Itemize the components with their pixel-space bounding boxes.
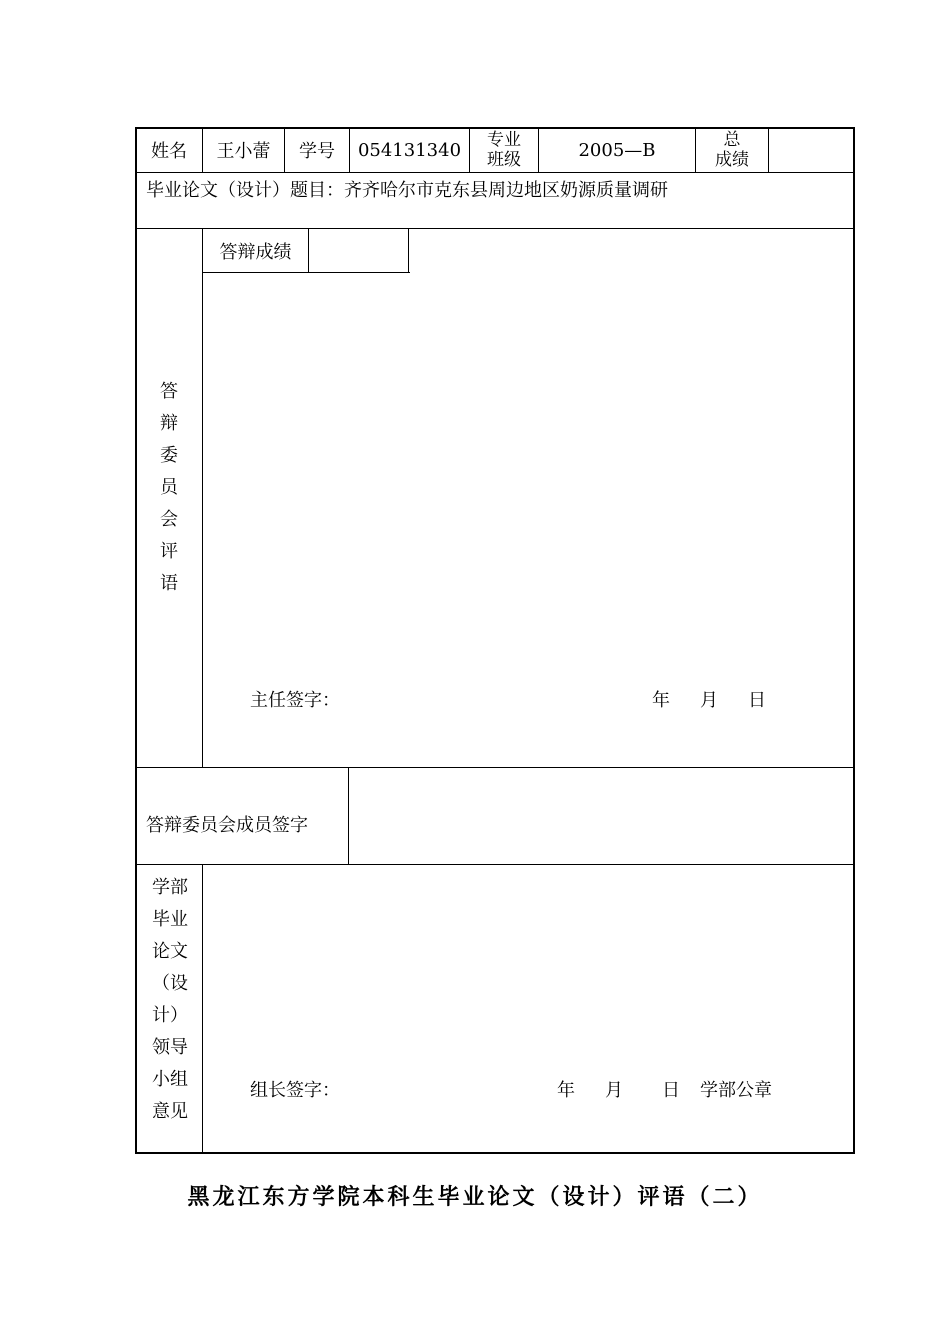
committee-label-char: 辩 xyxy=(160,413,178,434)
row-divider xyxy=(135,172,855,173)
department-label-line: 学部 xyxy=(152,877,188,898)
director-date-year: 年 xyxy=(652,690,670,711)
table-border-left xyxy=(135,127,137,1154)
department-label-line: 小组 xyxy=(152,1069,188,1090)
total-score-label xyxy=(696,128,768,172)
committee-label-char: 委 xyxy=(160,445,178,466)
committee-label-char: 员 xyxy=(160,477,178,498)
committee-members-signature-area[interactable] xyxy=(350,769,852,863)
department-label-line: 意见 xyxy=(152,1101,188,1122)
department-opinion-label xyxy=(150,872,190,1128)
name-label: 姓名 xyxy=(151,141,187,162)
page-title: 黑龙江东方学院本科生毕业论文（设计）评语（二） xyxy=(187,1185,763,1210)
department-label-line: （设 xyxy=(152,973,188,994)
defense-score-label: 答辩成绩 xyxy=(219,241,292,263)
thesis-topic: 毕业论文（设计）题目：齐齐哈尔市克东县周边地区奶源质量调研 xyxy=(146,180,668,201)
total-score-value[interactable] xyxy=(769,128,853,172)
score-box-bottom xyxy=(202,272,410,273)
row-divider xyxy=(135,767,855,768)
name-value: 王小蕾 xyxy=(216,141,271,162)
student-id-label: 学号 xyxy=(299,141,335,162)
leader-date-year: 年 xyxy=(557,1080,575,1101)
department-label-line: 计） xyxy=(152,1005,188,1026)
department-opinion-area[interactable] xyxy=(204,866,852,1066)
director-date-month: 月 xyxy=(700,690,718,711)
committee-label-char: 会 xyxy=(160,509,178,530)
committee-label-char: 答 xyxy=(160,381,178,402)
row-divider xyxy=(135,864,855,865)
total-label-line1: 总 xyxy=(723,130,741,150)
department-label-line: 领导 xyxy=(152,1037,188,1058)
col-divider xyxy=(202,864,203,1153)
committee-comments-area[interactable] xyxy=(204,274,852,674)
leader-date-month: 月 xyxy=(605,1080,623,1101)
major-class-label xyxy=(470,128,538,172)
committee-label-char: 语 xyxy=(160,573,178,594)
total-label-line2: 成绩 xyxy=(715,150,749,170)
defense-score-value[interactable] xyxy=(309,229,408,272)
leader-date-day: 日 xyxy=(662,1080,680,1101)
major-label-line1: 专业 xyxy=(487,130,521,150)
department-label-line: 毕业 xyxy=(152,909,188,930)
committee-members-signature-label: 答辩委员会成员签字 xyxy=(146,815,308,836)
col-divider xyxy=(348,767,349,865)
committee-comments-label xyxy=(154,376,184,600)
major-label-line2: 班级 xyxy=(487,150,521,170)
student-id-value: 054131340 xyxy=(357,139,462,161)
col-divider xyxy=(202,228,203,768)
department-label-line: 论文 xyxy=(152,941,188,962)
major-class-value: 2005—B xyxy=(578,139,656,161)
table-border-bottom xyxy=(135,1152,855,1154)
leader-signature-label: 组长签字： xyxy=(250,1080,340,1101)
department-seal-label: 学部公章 xyxy=(700,1080,772,1101)
score-box-right xyxy=(408,228,409,273)
table-border-right xyxy=(853,127,855,1154)
director-date-day: 日 xyxy=(748,690,766,711)
director-signature-label: 主任签字： xyxy=(250,690,340,711)
committee-label-char: 评 xyxy=(160,541,178,562)
